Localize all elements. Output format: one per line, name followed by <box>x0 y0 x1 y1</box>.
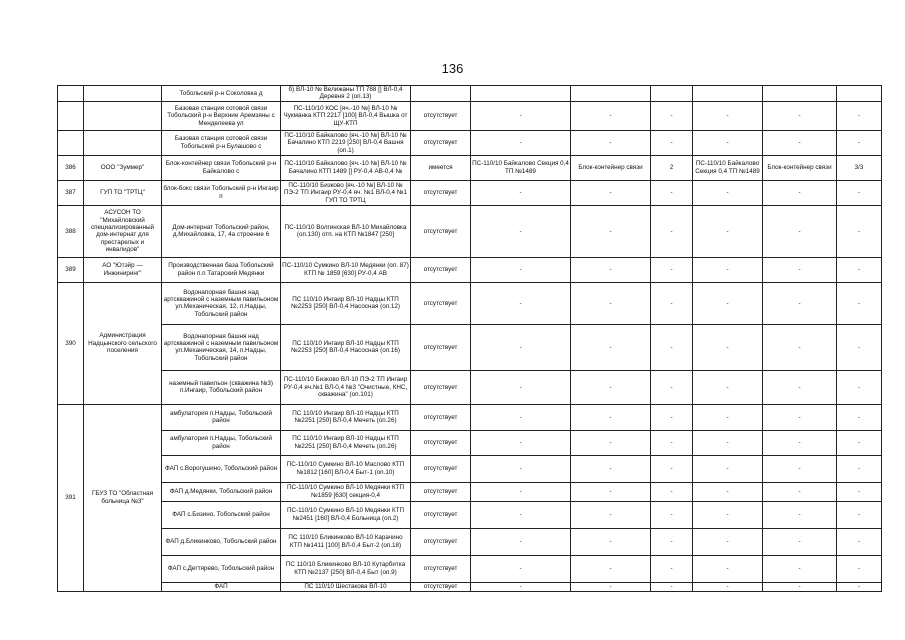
supply-line-cell: ПС 110/10 Ингаир ВЛ-10 Надцы КТП №2253 [250] ВЛ-0,4 Насосная (оп.16) <box>281 324 411 370</box>
connection-point-cell: - <box>471 501 571 528</box>
source-cell: - <box>693 101 763 130</box>
supply-line-cell: ПС-110/10 КОС [яч.-10 №] ВЛ-10 № Чукманка КТП 2217 [100] ВЛ-0,4 Вышка от ЩУ-КТП <box>281 101 411 130</box>
source-cell: - <box>693 404 763 430</box>
availability-cell: отсутствует <box>411 455 471 482</box>
position-cell: - <box>837 455 882 482</box>
receiver-cell: - <box>763 455 837 482</box>
availability-cell: имеется <box>411 155 471 180</box>
quantity-cell <box>651 86 693 102</box>
equipment-cell: - <box>571 324 651 370</box>
position-cell: - <box>837 430 882 455</box>
quantity-cell: - <box>651 430 693 455</box>
source-cell: - <box>693 482 763 501</box>
connection-table <box>57 85 882 592</box>
source-cell: - <box>693 324 763 370</box>
row-number-cell <box>58 130 84 155</box>
equipment-cell <box>571 86 651 102</box>
quantity-cell: - <box>651 130 693 155</box>
supply-line-cell: ПС-110/10 Байкалово [яч.-10 №] ВЛ-10 № Бачалино КТП 1489 [] РУ-0,4 АВ-0,4 № <box>281 155 411 180</box>
availability-cell: отсутствует <box>411 101 471 130</box>
receiver-cell: - <box>763 501 837 528</box>
availability-cell: отсутствует <box>411 555 471 582</box>
receiver-cell <box>763 86 837 102</box>
availability-cell: отсутствует <box>411 501 471 528</box>
source-cell: - <box>693 370 763 404</box>
object-cell: амбулатория п.Надцы, Тобольский район <box>162 404 281 430</box>
source-cell: - <box>693 205 763 257</box>
quantity-cell: - <box>651 455 693 482</box>
table-row <box>58 155 882 180</box>
object-cell: ФАП с.Бизино, Тобольский район <box>162 501 281 528</box>
table-row <box>58 205 882 257</box>
availability-cell: отсутствует <box>411 582 471 591</box>
object-cell: Водонапорная башня над артскважиной с наземным павильоном ул.Механическая, 14, п.Надцы, Тобольский район <box>162 324 281 370</box>
connection-point-cell: - <box>471 455 571 482</box>
availability-cell <box>411 86 471 102</box>
receiver-cell: Блок-контейнер связи <box>763 155 837 180</box>
supply-line-cell: ПС 110/10 Ингаир ВЛ-10 Надцы КТП №2251 [250] ВЛ-0,4 Мечеть (оп.26) <box>281 430 411 455</box>
row-number-cell <box>58 86 84 102</box>
row-number-cell: 390 <box>58 282 84 404</box>
connection-point-cell <box>471 86 571 102</box>
position-cell: - <box>837 482 882 501</box>
position-cell <box>837 86 882 102</box>
quantity-cell: - <box>651 101 693 130</box>
quantity-cell: - <box>651 501 693 528</box>
availability-cell: отсутствует <box>411 130 471 155</box>
connection-point-cell: ПС-110/10 Байкалово Секция 0,4 ТП №1489 <box>471 155 571 180</box>
organization-cell <box>84 86 162 102</box>
connection-point-cell: - <box>471 430 571 455</box>
organization-cell: ООО "Зуммер" <box>84 155 162 180</box>
receiver-cell: - <box>763 101 837 130</box>
object-cell: Тобольский р-н Соколовка д <box>162 86 281 102</box>
position-cell: - <box>837 324 882 370</box>
connection-point-cell: - <box>471 324 571 370</box>
quantity-cell: - <box>651 404 693 430</box>
quantity-cell: - <box>651 582 693 591</box>
availability-cell: отсутствует <box>411 180 471 205</box>
connection-point-cell: - <box>471 555 571 582</box>
receiver-cell: - <box>763 582 837 591</box>
receiver-cell: - <box>763 404 837 430</box>
position-cell: - <box>837 130 882 155</box>
equipment-cell: - <box>571 430 651 455</box>
row-number-cell: 389 <box>58 257 84 282</box>
source-cell: - <box>693 430 763 455</box>
position-cell: - <box>837 180 882 205</box>
availability-cell: отсутствует <box>411 370 471 404</box>
connection-point-cell: - <box>471 282 571 324</box>
table-row <box>58 528 882 555</box>
receiver-cell: - <box>763 205 837 257</box>
availability-cell: отсутствует <box>411 205 471 257</box>
table-row <box>58 130 882 155</box>
object-cell: ФАП д.Медянки, Тобольский район <box>162 482 281 501</box>
object-cell: Базовая станция сотовой связи Тобольский р-н Верхние Аремзяны с Менделеева ул <box>162 101 281 130</box>
object-cell: Базовая станция сотовой связи Тобольский р-н Булашово с <box>162 130 281 155</box>
receiver-cell: - <box>763 324 837 370</box>
connection-point-cell: - <box>471 180 571 205</box>
equipment-cell: - <box>571 180 651 205</box>
table-row <box>58 430 882 455</box>
table-row <box>58 501 882 528</box>
table-row <box>58 482 882 501</box>
row-number-cell: 387 <box>58 180 84 205</box>
receiver-cell: - <box>763 130 837 155</box>
equipment-cell: - <box>571 404 651 430</box>
equipment-cell: - <box>571 501 651 528</box>
organization-cell: ГБУЗ ТО "Областная больница №3" <box>84 404 162 591</box>
position-cell: - <box>837 555 882 582</box>
supply-line-cell: ПС 110/10 Бликинково ВЛ-10 Карачино КТП №1411 [100] ВЛ-0,4 Быт-2 (оп.18) <box>281 528 411 555</box>
position-cell: - <box>837 370 882 404</box>
equipment-cell: - <box>571 205 651 257</box>
equipment-cell: - <box>571 370 651 404</box>
object-cell: наземный павильон (скважина №3) п.Ингаир, Тобольский район <box>162 370 281 404</box>
position-cell: - <box>837 282 882 324</box>
supply-line-cell: ПС-110/10 Бизково ВЛ-10 ПЭ-2 ТП Ингаир РУ-0,4 яч.№1 ВЛ-0,4 №3 "Очистные, КНС, скважина" (оп.101) <box>281 370 411 404</box>
availability-cell: отсутствует <box>411 404 471 430</box>
connection-point-cell: - <box>471 528 571 555</box>
availability-cell: отсутствует <box>411 282 471 324</box>
receiver-cell: - <box>763 528 837 555</box>
position-cell: - <box>837 528 882 555</box>
quantity-cell: - <box>651 370 693 404</box>
object-cell: Производственная база Тобольский район п.п Татарский Медянки <box>162 257 281 282</box>
object-cell: ФАП с.Ворогушино, Тобольский район <box>162 455 281 482</box>
equipment-cell: - <box>571 582 651 591</box>
equipment-cell: Блок-контейнер связи <box>571 155 651 180</box>
availability-cell: отсутствует <box>411 482 471 501</box>
object-cell: Водонапорная башня над артскважиной с наземным павильоном ул.Механическая, 12, п.Надцы, Тобольский район <box>162 282 281 324</box>
supply-line-cell: б) ВЛ-10 № Велижаны ТП 788 [] ВЛ-0,4 Деревня 2 (оп.13) <box>281 86 411 102</box>
source-cell: - <box>693 501 763 528</box>
equipment-cell: - <box>571 528 651 555</box>
connection-point-cell: - <box>471 205 571 257</box>
source-cell: - <box>693 130 763 155</box>
table-row <box>58 101 882 130</box>
connection-point-cell: - <box>471 257 571 282</box>
position-cell: - <box>837 101 882 130</box>
object-cell: ФАП с.Дегтярево, Тобольский район <box>162 555 281 582</box>
equipment-cell: - <box>571 282 651 324</box>
object-cell: блок-бокс связи Тобольский р-н Ингаир п <box>162 180 281 205</box>
quantity-cell: - <box>651 555 693 582</box>
receiver-cell: - <box>763 482 837 501</box>
equipment-cell: - <box>571 455 651 482</box>
receiver-cell: - <box>763 430 837 455</box>
page-number: 136 <box>441 61 464 76</box>
receiver-cell: - <box>763 257 837 282</box>
table-row <box>58 404 882 430</box>
receiver-cell: - <box>763 282 837 324</box>
connection-point-cell: - <box>471 130 571 155</box>
equipment-cell: - <box>571 101 651 130</box>
organization-cell: АО "Ютэйр — Инжиниринг" <box>84 257 162 282</box>
object-cell: ФАП д.Бликинково, Тобольский район <box>162 528 281 555</box>
supply-line-cell: ПС-110/10 Бизково [яч.-10 №] ВЛ-10 № ПЭ-2 ТП Ингаир РУ-0,4 яч. №1 ВЛ-0,4 №1 ГУП ТО ТРТЦ <box>281 180 411 205</box>
source-cell: - <box>693 180 763 205</box>
quantity-cell: - <box>651 180 693 205</box>
supply-line-cell: ПС 110/10 Шестакова ВЛ-10 <box>281 582 411 591</box>
position-cell: - <box>837 205 882 257</box>
source-cell: - <box>693 257 763 282</box>
row-number-cell: 388 <box>58 205 84 257</box>
table-row <box>58 455 882 482</box>
quantity-cell: - <box>651 528 693 555</box>
position-cell: - <box>837 501 882 528</box>
organization-cell <box>84 101 162 130</box>
source-cell: - <box>693 455 763 482</box>
object-cell: ФАП <box>162 582 281 591</box>
supply-line-cell: ПС-110/10 Сумкино ВЛ-10 Медянки (оп. 87) КТП № 1859 [630] РУ-0,4 АВ <box>281 257 411 282</box>
availability-cell: отсутствует <box>411 528 471 555</box>
supply-line-cell: ПС-110/10 Сумкино ВЛ-10 Медянки КТП №2451 [160] ВЛ-0,4 Больница (оп.2) <box>281 501 411 528</box>
quantity-cell: - <box>651 482 693 501</box>
quantity-cell: - <box>651 205 693 257</box>
receiver-cell: - <box>763 370 837 404</box>
equipment-cell: - <box>571 482 651 501</box>
row-number-cell <box>58 101 84 130</box>
receiver-cell: - <box>763 555 837 582</box>
organization-cell: ГУП ТО "ТРТЦ" <box>84 180 162 205</box>
receiver-cell: - <box>763 180 837 205</box>
source-cell: - <box>693 555 763 582</box>
table-row <box>58 370 882 404</box>
organization-cell: Администрация Надцынского сельского поселения <box>84 282 162 404</box>
position-cell: - <box>837 582 882 591</box>
organization-cell <box>84 130 162 155</box>
equipment-cell: - <box>571 130 651 155</box>
object-cell: Дом-интернат Тобольский район, д.Михайловка, 17, 4а строение 6 <box>162 205 281 257</box>
equipment-cell: - <box>571 257 651 282</box>
connection-point-cell: - <box>471 582 571 591</box>
supply-line-cell: ПС-110/10 Байкалово [яч.-10 №] ВЛ-10 № Бачалино КТП 2219 [250] ВЛ-0,4 Вашня (оп.1) <box>281 130 411 155</box>
connection-point-cell: - <box>471 482 571 501</box>
quantity-cell: 2 <box>651 155 693 180</box>
table-row <box>58 86 882 102</box>
table-row <box>58 324 882 370</box>
quantity-cell: - <box>651 257 693 282</box>
table-row <box>58 282 882 324</box>
supply-line-cell: ПС 110/10 Ингаир ВЛ-10 Надцы КТП №2253 [250] ВЛ-0,4 Насосная (оп.12) <box>281 282 411 324</box>
availability-cell: отсутствует <box>411 430 471 455</box>
quantity-cell: - <box>651 324 693 370</box>
equipment-cell: - <box>571 555 651 582</box>
row-number-cell: 391 <box>58 404 84 591</box>
object-cell: Блок-контейнер связи Тобольский р-н Байкалово с <box>162 155 281 180</box>
supply-line-cell: ПС 110/10 Ингаир ВЛ-10 Надцы КТП №2251 [250] ВЛ-0,4 Мечеть (оп.26) <box>281 404 411 430</box>
row-number-cell: 386 <box>58 155 84 180</box>
source-cell: - <box>693 582 763 591</box>
position-cell: 3/3 <box>837 155 882 180</box>
supply-line-cell: ПС-110/10 Сумкино ВЛ-10 Маслово КТП №1812 [160] ВЛ-0,4 Быт-1 (оп.10) <box>281 455 411 482</box>
table-row <box>58 582 882 591</box>
source-cell <box>693 86 763 102</box>
table-row <box>58 555 882 582</box>
connection-point-cell: - <box>471 370 571 404</box>
supply-line-cell: ПС 110/10 Бликинково ВЛ-10 Кутарбитка КТП №2137 [250] ВЛ-0,4 Быт (оп.9) <box>281 555 411 582</box>
position-cell: - <box>837 404 882 430</box>
table-row <box>58 257 882 282</box>
quantity-cell: - <box>651 282 693 324</box>
connection-point-cell: - <box>471 101 571 130</box>
availability-cell: отсутствует <box>411 257 471 282</box>
source-cell: ПС-110/10 Байкалово Секция 0,4 ТП №1489 <box>693 155 763 180</box>
source-cell: - <box>693 528 763 555</box>
availability-cell: отсутствует <box>411 324 471 370</box>
object-cell: амбулатория п.Надцы, Тобольский район <box>162 430 281 455</box>
organization-cell: АСУСОН ТО "Михайловский специализированный дом-интернат для престарелых и инвалидов" <box>84 205 162 257</box>
source-cell: - <box>693 282 763 324</box>
position-cell: - <box>837 257 882 282</box>
table-row <box>58 180 882 205</box>
supply-line-cell: ПС-110/10 Сумкино ВЛ-10 Медянки КТП №1859 [630] секция-0,4 <box>281 482 411 501</box>
connection-point-cell: - <box>471 404 571 430</box>
supply-line-cell: ПС-110/10 Волгинская ВЛ-10 Михайловка (оп.130) отп. на КТП №1847 [250] <box>281 205 411 257</box>
